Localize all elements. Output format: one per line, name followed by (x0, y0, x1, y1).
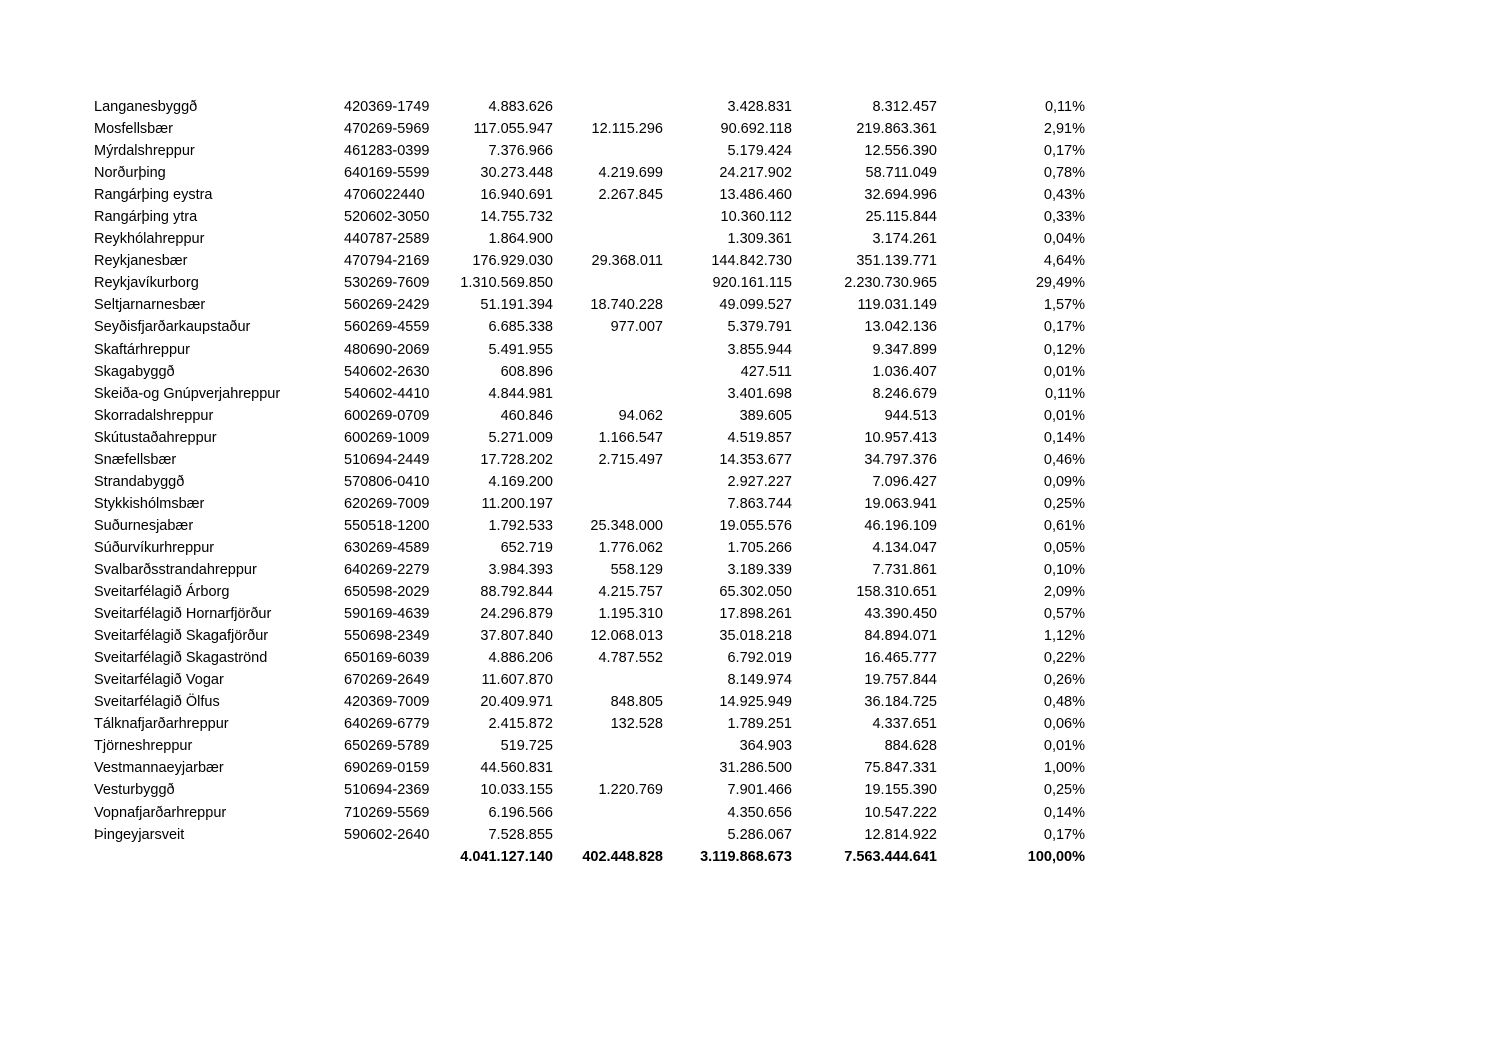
table-row (0, 735, 1500, 757)
value-1: 460.846 (500, 407, 553, 424)
municipality-name: Norðurþing (94, 165, 166, 182)
value-1: 2.415.872 (488, 716, 553, 733)
municipality-name: Súðurvíkurhreppur (94, 539, 215, 556)
value-3: 24.217.902 (719, 165, 792, 182)
percent-share: 29,49% (1035, 275, 1085, 292)
value-1: 4.886.206 (488, 650, 553, 667)
kennitala: 650269-5789 (344, 738, 430, 755)
municipality-name: Seyðisfjarðarkaupstaður (94, 319, 251, 336)
kennitala: 560269-4559 (344, 319, 430, 336)
value-2: 94.062 (618, 407, 663, 424)
percent-share: 0,01% (1043, 407, 1085, 424)
kennitala: 600269-0709 (344, 407, 430, 424)
value-3: 3.855.944 (727, 341, 792, 358)
percent-share: 1,00% (1043, 760, 1085, 777)
percent-share: 0,04% (1043, 231, 1085, 248)
value-3: 4.519.857 (727, 429, 792, 446)
value-2: 2.715.497 (598, 451, 663, 468)
table-row (0, 802, 1500, 824)
table-row (0, 272, 1500, 294)
totals-row (0, 846, 1500, 868)
value-4: 75.847.331 (864, 760, 937, 777)
kennitala: 690269-0159 (344, 760, 430, 777)
municipality-name: Reykjanesbær (94, 253, 188, 270)
municipality-name: Svalbarðsstrandahreppur (94, 561, 257, 578)
value-3: 3.189.339 (727, 561, 792, 578)
value-2: 558.129 (610, 561, 663, 578)
value-3: 920.161.115 (712, 275, 792, 292)
table-row (0, 228, 1500, 250)
value-3: 17.898.261 (719, 606, 792, 623)
total-value-4: 7.563.444.641 (844, 848, 937, 865)
kennitala: 440787-2589 (344, 231, 430, 248)
municipality-name: Stykkishólmsbær (94, 495, 205, 512)
municipality-name: Strandabyggð (94, 473, 185, 490)
municipality-name: Vesturbyggð (94, 782, 175, 799)
value-3: 5.286.067 (727, 826, 792, 843)
kennitala: 600269-1009 (344, 429, 430, 446)
value-4: 12.814.922 (864, 826, 937, 843)
percent-share: 0,17% (1043, 319, 1085, 336)
table-row (0, 669, 1500, 691)
percent-share: 0,17% (1043, 143, 1085, 160)
kennitala: 420369-1749 (344, 99, 430, 115)
value-1: 7.376.966 (488, 143, 553, 160)
value-1: 11.607.870 (481, 672, 553, 689)
value-4: 8.312.457 (872, 99, 937, 115)
municipality-name: Sveitarfélagið Skagafjörður (94, 628, 269, 645)
percent-share: 0,25% (1043, 782, 1085, 799)
table-row (0, 118, 1500, 140)
municipality-name: Vopnafjarðarhreppur (94, 804, 227, 821)
municipality-name: Langanesbyggð (94, 99, 198, 115)
percent-share: 0,17% (1043, 826, 1085, 843)
value-3: 7.901.466 (727, 782, 792, 799)
kennitala: 650598-2029 (344, 584, 430, 601)
value-4: 25.115.844 (865, 209, 937, 226)
value-1: 4.883.626 (488, 99, 553, 115)
kennitala: 560269-2429 (344, 297, 430, 314)
value-4: 351.139.771 (856, 253, 937, 270)
value-4: 219.863.361 (856, 121, 937, 138)
table-body (0, 96, 1500, 846)
value-1: 652.719 (500, 539, 553, 556)
value-4: 8.246.679 (872, 385, 937, 402)
percent-share: 0,11% (1044, 99, 1085, 115)
value-4: 3.174.261 (872, 231, 937, 248)
value-2: 12.068.013 (590, 628, 663, 645)
percent-share: 0,57% (1043, 606, 1085, 623)
municipality-name: Rangárþing eystra (94, 187, 213, 204)
value-1: 1.864.900 (488, 231, 553, 248)
value-3: 1.789.251 (727, 716, 792, 733)
value-4: 158.310.651 (856, 584, 937, 601)
value-2: 29.368.011 (591, 253, 663, 270)
value-4: 4.337.651 (872, 716, 937, 733)
municipality-name: Skagabyggð (94, 363, 175, 380)
value-4: 1.036.407 (872, 363, 937, 380)
value-1: 88.792.844 (480, 584, 553, 601)
kennitala: 540602-2630 (344, 363, 430, 380)
value-1: 117.055.947 (473, 121, 553, 138)
municipality-name: Skeiða-og Gnúpverjahreppur (94, 385, 281, 402)
value-1: 10.033.155 (480, 782, 553, 799)
percent-share: 0,33% (1043, 209, 1085, 226)
table-row (0, 713, 1500, 735)
percent-share: 0,01% (1043, 738, 1085, 755)
municipality-name: Sveitarfélagið Ölfus (94, 694, 220, 711)
value-4: 12.556.390 (864, 143, 937, 160)
table-row (0, 383, 1500, 405)
percent-share: 0,48% (1043, 694, 1085, 711)
kennitala: 470794-2169 (344, 253, 430, 270)
value-2: 132.528 (610, 716, 663, 733)
value-3: 5.379.791 (727, 319, 792, 336)
value-4: 19.155.390 (864, 782, 937, 799)
value-1: 11.200.197 (481, 495, 553, 512)
value-1: 17.728.202 (480, 451, 553, 468)
kennitala: 620269-7009 (344, 495, 430, 512)
percent-share: 0,01% (1043, 363, 1085, 380)
percent-share: 0,22% (1043, 650, 1085, 667)
value-4: 19.757.844 (864, 672, 937, 689)
percent-share: 0,11% (1044, 385, 1085, 402)
municipality-name: Tjörneshreppur (94, 738, 193, 755)
value-1: 6.685.338 (488, 319, 553, 336)
value-3: 3.428.831 (727, 99, 792, 115)
percent-share: 0,09% (1043, 473, 1085, 490)
municipality-name: Sveitarfélagið Vogar (94, 672, 224, 689)
percent-share: 2,09% (1043, 584, 1085, 601)
table-row (0, 405, 1500, 427)
table-row (0, 625, 1500, 647)
value-2: 4.215.757 (598, 584, 663, 601)
percent-share: 0,12% (1043, 341, 1085, 358)
kennitala: 520602-3050 (344, 209, 430, 226)
value-3: 3.401.698 (727, 385, 792, 402)
percent-share: 2,91% (1043, 121, 1085, 138)
value-1: 37.807.840 (480, 628, 553, 645)
table-row (0, 603, 1500, 625)
kennitala: 530269-7609 (344, 275, 430, 292)
value-3: 2.927.227 (727, 473, 792, 490)
municipality-name: Snæfellsbær (94, 451, 177, 468)
table-row (0, 537, 1500, 559)
value-3: 1.705.266 (727, 539, 792, 556)
value-3: 90.692.118 (720, 121, 792, 138)
value-4: 10.547.222 (864, 804, 937, 821)
table-row (0, 581, 1500, 603)
value-4: 7.096.427 (872, 473, 937, 490)
value-2: 25.348.000 (590, 517, 663, 534)
value-4: 19.063.941 (864, 495, 937, 512)
value-3: 389.605 (739, 407, 792, 424)
kennitala: 640269-2279 (344, 561, 430, 578)
table-row (0, 559, 1500, 581)
table-row (0, 96, 1500, 118)
value-3: 7.863.744 (727, 495, 792, 512)
municipality-name: Sveitarfélagið Árborg (94, 584, 230, 601)
value-1: 30.273.448 (480, 165, 553, 182)
value-2: 18.740.228 (590, 297, 663, 314)
table-row (0, 757, 1500, 779)
table-row (0, 140, 1500, 162)
table-row (0, 427, 1500, 449)
value-1: 4.844.981 (488, 385, 553, 402)
percent-share: 0,61% (1043, 517, 1085, 534)
table-row (0, 184, 1500, 206)
municipality-name: Mýrdalshreppur (94, 143, 195, 160)
value-3: 5.179.424 (727, 143, 792, 160)
municipality-name: Rangárþing ytra (94, 209, 198, 226)
value-1: 176.929.030 (472, 253, 553, 270)
kennitala: 650169-6039 (344, 650, 430, 667)
value-3: 6.792.019 (727, 650, 792, 667)
value-4: 10.957.413 (864, 429, 937, 446)
value-4: 4.134.047 (872, 539, 937, 556)
value-3: 8.149.974 (727, 672, 792, 689)
percent-share: 1,12% (1043, 628, 1085, 645)
municipality-name: Reykjavíkurborg (94, 275, 199, 292)
value-1: 7.528.855 (488, 826, 553, 843)
total-value-3: 3.119.868.673 (700, 848, 792, 865)
spreadsheet-table (0, 96, 1500, 868)
value-3: 31.286.500 (719, 760, 792, 777)
value-1: 5.271.009 (488, 429, 553, 446)
value-4: 32.694.996 (864, 187, 937, 204)
municipality-name: Mosfellsbær (94, 121, 173, 138)
percent-share: 0,14% (1043, 429, 1085, 446)
value-4: 46.196.109 (864, 517, 937, 534)
value-4: 9.347.899 (872, 341, 937, 358)
value-1: 5.491.955 (488, 341, 553, 358)
percent-share: 4,64% (1043, 253, 1085, 270)
value-1: 519.725 (500, 738, 553, 755)
value-4: 119.031.149 (857, 297, 937, 314)
table-row (0, 824, 1500, 846)
kennitala: 550698-2349 (344, 628, 430, 645)
kennitala: 510694-2449 (344, 451, 430, 468)
kennitala: 550518-1200 (344, 517, 430, 534)
value-4: 36.184.725 (864, 694, 937, 711)
value-3: 14.925.949 (719, 694, 792, 711)
value-3: 49.099.527 (719, 297, 792, 314)
kennitala: 670269-2649 (344, 672, 430, 689)
municipality-name: Reykhólahreppur (94, 231, 205, 248)
municipality-name: Skorradalshreppur (94, 407, 214, 424)
percent-share: 0,10% (1043, 561, 1085, 578)
value-2: 1.220.769 (598, 782, 663, 799)
value-2: 12.115.296 (591, 121, 663, 138)
municipality-name: Suðurnesjabær (94, 517, 194, 534)
table-row (0, 779, 1500, 801)
table-row (0, 515, 1500, 537)
value-4: 944.513 (884, 407, 937, 424)
value-4: 16.465.777 (864, 650, 937, 667)
table-row (0, 316, 1500, 338)
table-row (0, 471, 1500, 493)
municipality-name: Vestmannaeyjarbær (94, 760, 224, 777)
percent-share: 0,05% (1043, 539, 1085, 556)
kennitala: 461283-0399 (344, 143, 430, 160)
kennitala: 510694-2369 (344, 782, 430, 799)
value-1: 24.296.879 (480, 606, 553, 623)
percent-share: 0,26% (1043, 672, 1085, 689)
value-3: 364.903 (739, 738, 792, 755)
value-1: 4.169.200 (488, 473, 553, 490)
value-4: 43.390.450 (864, 606, 937, 623)
kennitala: 540602-4410 (344, 385, 430, 402)
value-4: 7.731.861 (872, 561, 937, 578)
table-row (0, 493, 1500, 515)
value-3: 65.302.050 (719, 584, 792, 601)
percent-share: 0,25% (1043, 495, 1085, 512)
value-1: 6.196.566 (488, 804, 553, 821)
municipality-name: Sveitarfélagið Skagaströnd (94, 650, 268, 667)
table-row (0, 339, 1500, 361)
value-1: 16.940.691 (480, 187, 553, 204)
municipality-name: Skútustaðahreppur (94, 429, 217, 446)
kennitala: 4706022440 (344, 187, 425, 204)
value-1: 608.896 (500, 363, 553, 380)
value-1: 1.310.569.850 (460, 275, 553, 292)
value-3: 19.055.576 (719, 517, 792, 534)
table-row (0, 250, 1500, 272)
kennitala: 630269-4589 (344, 539, 430, 556)
value-2: 2.267.845 (598, 187, 663, 204)
kennitala: 640169-5599 (344, 165, 430, 182)
municipality-name: Skaftárhreppur (94, 341, 190, 358)
value-4: 2.230.730.965 (844, 275, 937, 292)
kennitala: 590602-2640 (344, 826, 430, 843)
value-2: 4.787.552 (598, 650, 663, 667)
percent-share: 0,43% (1043, 187, 1085, 204)
table-row (0, 294, 1500, 316)
value-1: 44.560.831 (480, 760, 553, 777)
municipality-name: Tálknafjarðarhreppur (94, 716, 229, 733)
kennitala: 570806-0410 (344, 473, 430, 490)
table-row (0, 449, 1500, 471)
value-4: 884.628 (884, 738, 937, 755)
table-row (0, 162, 1500, 184)
value-3: 13.486.460 (719, 187, 792, 204)
municipality-name: Sveitarfélagið Hornarfjörður (94, 606, 272, 623)
total-percent: 100,00% (1027, 848, 1085, 865)
value-4: 58.711.049 (865, 165, 937, 182)
kennitala: 710269-5569 (344, 804, 430, 821)
total-value-1: 4.041.127.140 (460, 848, 553, 865)
value-4: 84.894.071 (864, 628, 937, 645)
value-2: 848.805 (610, 694, 663, 711)
value-3: 35.018.218 (719, 628, 792, 645)
kennitala: 480690-2069 (344, 341, 430, 358)
total-value-2: 402.448.828 (582, 848, 663, 865)
value-1: 20.409.971 (480, 694, 553, 711)
value-2: 4.219.699 (598, 165, 663, 182)
kennitala: 640269-6779 (344, 716, 430, 733)
value-2: 977.007 (610, 319, 663, 336)
value-4: 34.797.376 (864, 451, 937, 468)
percent-share: 0,78% (1043, 165, 1085, 182)
value-4: 13.042.136 (864, 319, 937, 336)
value-2: 1.195.310 (598, 606, 663, 623)
value-1: 14.755.732 (480, 209, 553, 226)
table-row (0, 206, 1500, 228)
table-row (0, 691, 1500, 713)
percent-share: 0,06% (1043, 716, 1085, 733)
percent-share: 1,57% (1043, 297, 1085, 314)
value-3: 14.353.677 (719, 451, 792, 468)
value-3: 10.360.112 (720, 209, 792, 226)
kennitala: 420369-7009 (344, 694, 430, 711)
value-3: 4.350.656 (727, 804, 792, 821)
value-3: 1.309.361 (727, 231, 792, 248)
table-row (0, 361, 1500, 383)
percent-share: 0,46% (1043, 451, 1085, 468)
value-1: 51.191.394 (480, 297, 553, 314)
kennitala: 590169-4639 (344, 606, 430, 623)
value-3: 144.842.730 (711, 253, 792, 270)
value-2: 1.166.547 (598, 429, 663, 446)
value-1: 3.984.393 (488, 561, 553, 578)
value-2: 1.776.062 (598, 539, 663, 556)
municipality-name: Seltjarnarnesbær (94, 297, 206, 314)
kennitala: 470269-5969 (344, 121, 430, 138)
municipality-name: Þingeyjarsveit (94, 826, 185, 843)
value-3: 427.511 (740, 363, 792, 380)
value-1: 1.792.533 (488, 517, 553, 534)
percent-share: 0,14% (1043, 804, 1085, 821)
table-row (0, 647, 1500, 669)
